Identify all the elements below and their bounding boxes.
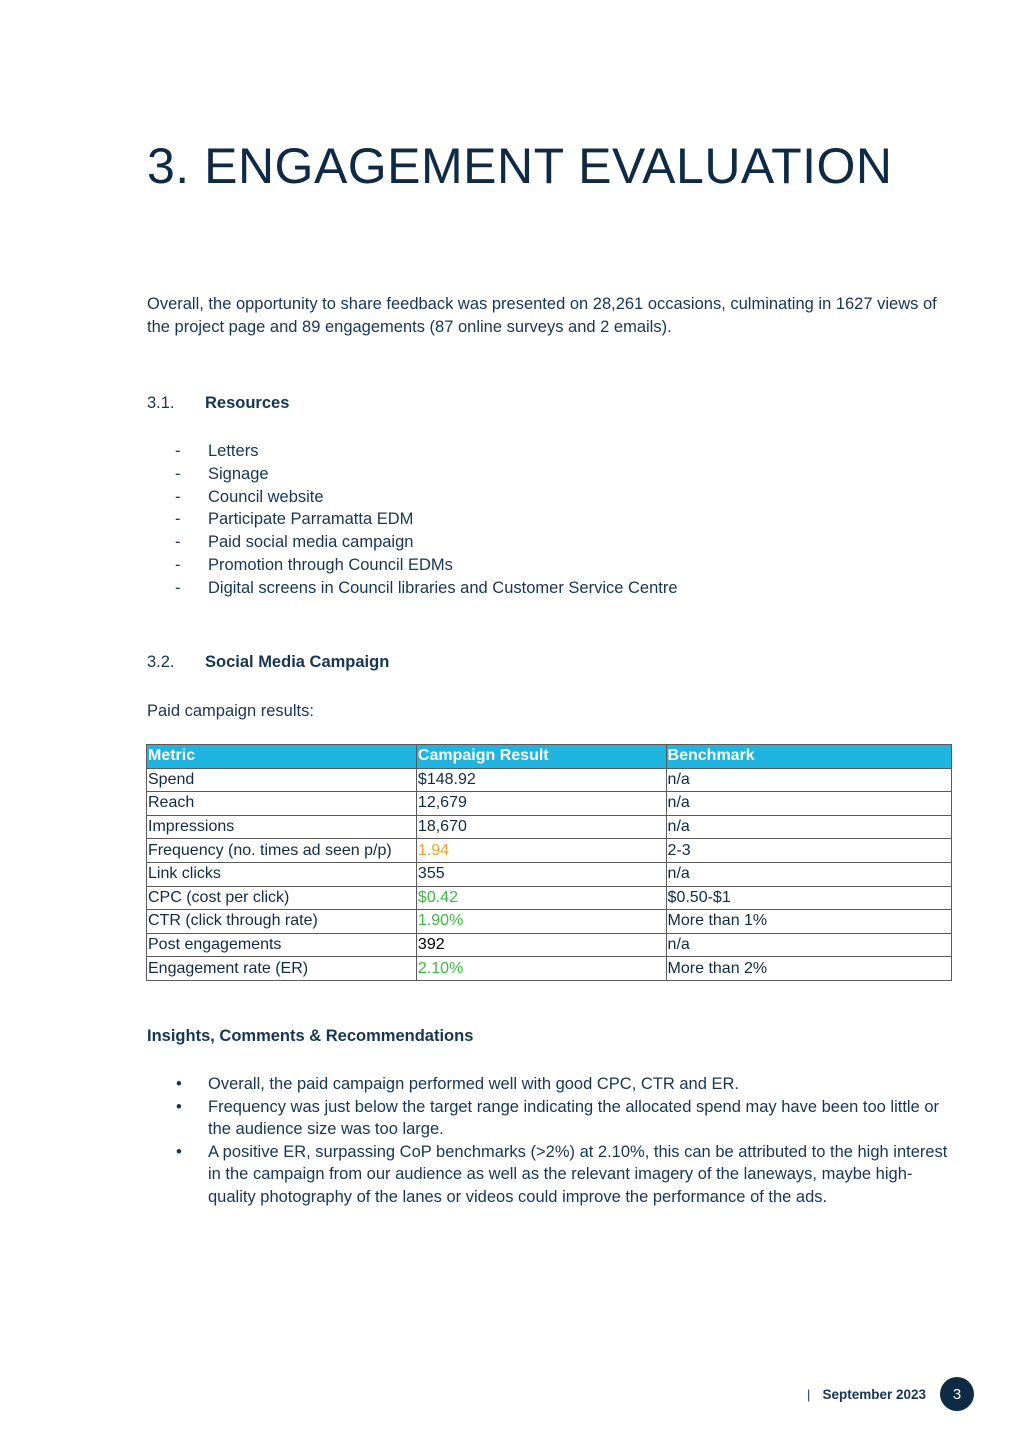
social-heading-text: Social Media Campaign bbox=[205, 653, 390, 671]
result-cell: $0.42 bbox=[416, 886, 666, 910]
resources-heading-number: 3.1. bbox=[147, 394, 175, 412]
bullet-marker: • bbox=[176, 1142, 182, 1161]
result-cell: 1.90% bbox=[416, 910, 666, 934]
metric-cell: Link clicks bbox=[147, 862, 417, 886]
metric-cell: Post engagements bbox=[147, 933, 417, 957]
metric-cell: Frequency (no. times ad seen p/p) bbox=[147, 839, 417, 863]
list-item: • Overall, the paid campaign performed well with good CPC, CTR and ER. bbox=[175, 1073, 955, 1096]
result-cell: 18,670 bbox=[416, 815, 666, 839]
page-footer bbox=[807, 1377, 974, 1411]
metric-cell: Impressions bbox=[147, 815, 417, 839]
result-cell: 355 bbox=[416, 862, 666, 886]
dash-marker: - bbox=[175, 442, 181, 460]
footer-separator: | bbox=[807, 1386, 811, 1402]
list-item: - Signage bbox=[175, 463, 678, 486]
list-item: - Council website bbox=[175, 486, 678, 509]
intro-paragraph: Overall, the opportunity to share feedback was presented on 28,261 occasions, culminating in 1627 views of the project page and 89 engagements (87 online surveys and 2 emails). bbox=[147, 295, 937, 336]
table-header-row bbox=[147, 745, 952, 769]
bullet-marker: • bbox=[176, 1075, 182, 1093]
benchmark-cell: 2-3 bbox=[666, 839, 951, 863]
result-cell: $148.92 bbox=[416, 768, 666, 792]
metric-cell: Engagement rate (ER) bbox=[147, 957, 417, 981]
benchmark-cell: n/a bbox=[666, 815, 951, 839]
list-item: - Digital screens in Council libraries and Customer Service Centre bbox=[175, 577, 678, 600]
column-header-campaign-result: Campaign Result bbox=[416, 745, 666, 769]
benchmark-cell: n/a bbox=[666, 792, 951, 816]
resources-heading-text: Resources bbox=[205, 394, 290, 412]
list-item: - Paid social media campaign bbox=[175, 531, 678, 554]
list-item: - Promotion through Council EDMs bbox=[175, 554, 678, 577]
dash-marker: - bbox=[175, 533, 181, 552]
list-item: • Frequency was just below the target range indicating the allocated spend may have been too little or the audience size was too large. bbox=[176, 1097, 940, 1139]
table-row bbox=[147, 886, 952, 910]
list-item: - Letters bbox=[175, 440, 678, 463]
table-row bbox=[147, 862, 952, 886]
table-row bbox=[147, 933, 952, 957]
dash-marker: - bbox=[175, 555, 181, 574]
table-row bbox=[147, 815, 952, 839]
bullet-marker: • bbox=[176, 1097, 182, 1116]
list-item: - Participate Parramatta EDM bbox=[175, 508, 678, 531]
result-cell: 392 bbox=[416, 933, 666, 957]
dash-marker: - bbox=[175, 464, 181, 483]
benchmark-cell: More than 2% bbox=[666, 957, 951, 981]
table-row bbox=[147, 839, 952, 863]
table-row bbox=[147, 910, 952, 934]
table-row bbox=[147, 768, 952, 792]
metric-cell: Reach bbox=[147, 792, 417, 816]
metric-cell: CTR (click through rate) bbox=[147, 910, 417, 934]
column-header-metric: Metric bbox=[147, 745, 417, 769]
result-cell: 1.94 bbox=[416, 839, 666, 863]
table-row bbox=[147, 792, 952, 816]
footer-date: September 2023 bbox=[822, 1386, 926, 1402]
dash-marker: - bbox=[175, 578, 181, 597]
result-cell: 12,679 bbox=[416, 792, 666, 816]
list-item: • A positive ER, surpassing CoP benchmarks (>2%) at 2.10%, this can be attributed to the high interest in the campaign from our audience as well as the relevant imagery of the laneways, maybe high-quality photography of the lanes or videos could improve the performance of the ads. bbox=[176, 1142, 948, 1206]
resources-heading bbox=[147, 394, 289, 413]
campaign-results-intro: Paid campaign results: bbox=[147, 702, 314, 720]
campaign-results-table bbox=[146, 744, 952, 981]
benchmark-cell: More than 1% bbox=[666, 910, 951, 934]
resources-list bbox=[175, 440, 678, 600]
social-heading-number: 3.2. bbox=[147, 653, 175, 671]
insights-list bbox=[175, 1073, 955, 1209]
benchmark-cell: n/a bbox=[666, 768, 951, 792]
metric-cell: CPC (cost per click) bbox=[147, 886, 417, 910]
result-cell: 2.10% bbox=[416, 957, 666, 981]
dash-marker: - bbox=[175, 487, 181, 506]
column-header-benchmark: Benchmark bbox=[666, 745, 951, 769]
page-title: 3. ENGAGEMENT EVALUATION bbox=[147, 138, 893, 194]
benchmark-cell: n/a bbox=[666, 933, 951, 957]
social-campaign-heading bbox=[147, 653, 389, 672]
benchmark-cell: n/a bbox=[666, 862, 951, 886]
page-number-badge: 3 bbox=[940, 1377, 974, 1411]
metric-cell: Spend bbox=[147, 768, 417, 792]
insights-heading: Insights, Comments & Recommendations bbox=[147, 1027, 474, 1045]
benchmark-cell: $0.50-$1 bbox=[666, 886, 951, 910]
dash-marker: - bbox=[175, 510, 181, 529]
table-row bbox=[147, 957, 952, 981]
